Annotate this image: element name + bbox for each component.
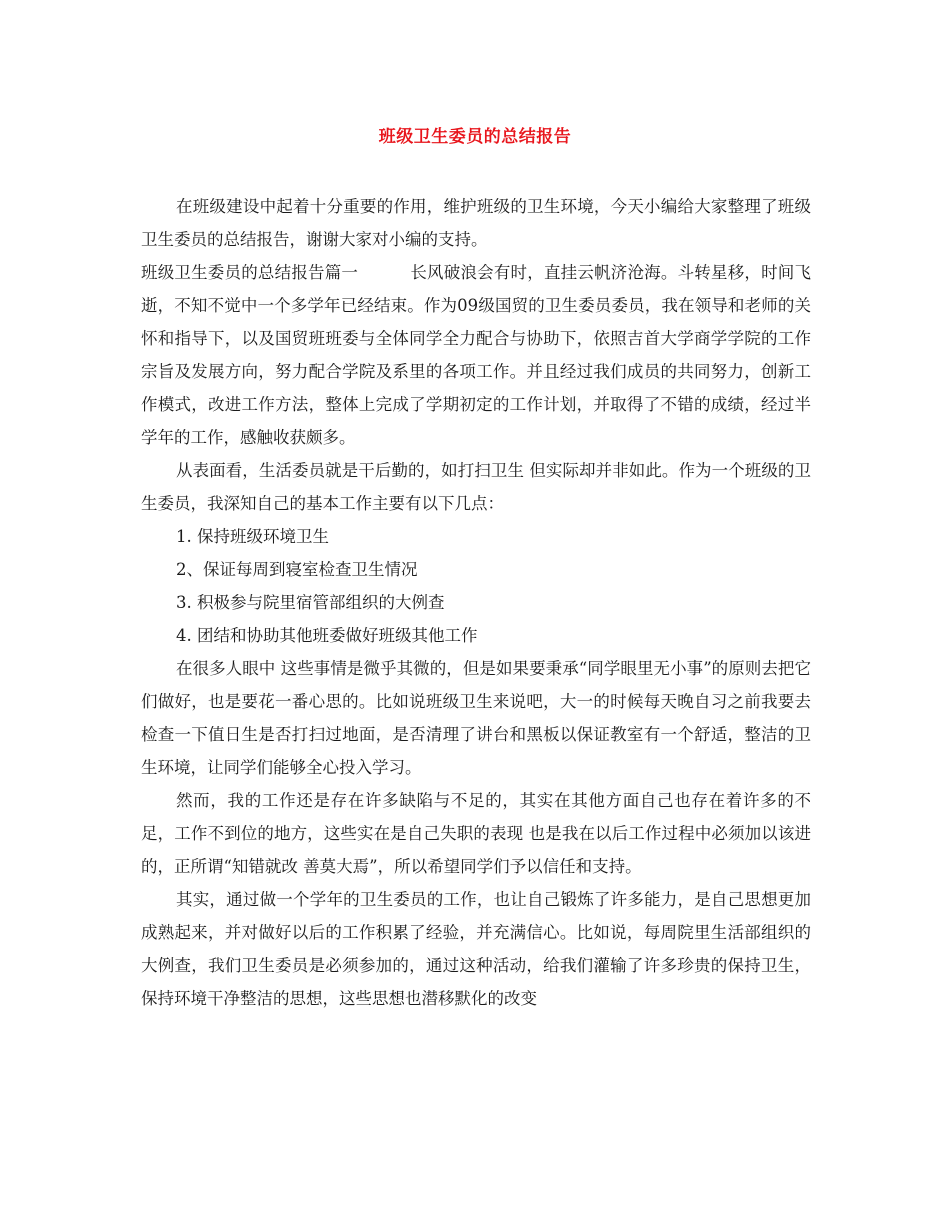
- paragraph-4: 然而，我的工作还是存在许多缺陷与不足的，其实在其他方面自己也存在着许多的不足，工作不到位的地方，这些实在是自己失职的表现 也是我在以后工作过程中必须加以该进的，正所谓“知错就改 善莫大焉”，所以希望同学们予以信任和支持。: [141, 791, 811, 876]
- paragraph-5: 其实，通过做一个学年的卫生委员的工作，也让自己锻炼了许多能力，是自己思想更加成熟起来，并对做好以后的工作积累了经验，并充满信心。比如说，每周院里生活部组织的大例查，我们卫生委员是必须参加的，通过这种活动，给我们灌输了许多珍贵的保持卫生，保持环境干净整洁的思想，这些思想也潜移默化的改变: [141, 890, 811, 1008]
- document-title: 班级卫生委员的总结报告: [378, 127, 572, 147]
- document-body: [141, 190, 811, 1015]
- intro-paragraph: 在班级建设中起着十分重要的作用，维护班级的卫生环境，今天小编给大家整理了班级卫生委员的总结报告，谢谢大家对小编的支持。: [141, 197, 811, 249]
- section-paragraph: [141, 256, 811, 454]
- list-item-3: 3. 积极参与院里宿管部组织的大例查: [176, 593, 445, 612]
- section-heading: 班级卫生委员的总结报告篇一: [141, 263, 359, 282]
- section-first-text: 长风破浪会有时，直挂云帆济沧海。斗转星移，时间飞逝，不知不觉中一个多学年已经结束。作为09级国贸的卫生委员委员，我在领导和老师的关怀和指导下，以及国贸班班委与全体同学全力配合与协助下，依照吉首大学商学学院的工作宗旨及发展方向，努力配合学院及系里的各项工作。并且经过我们成员的共同努力，创新工作模式，改进工作方法，整体上完成了学期初定的工作计划，并取得了不错的成绩，经过半学年的工作，感触收获颇多。: [141, 263, 812, 447]
- list-item-4: 4. 团结和协助其他班委做好班级其他工作: [176, 626, 478, 645]
- paragraph-2: 从表面看，生活委员就是干后勤的，如打扫卫生 但实际却并非如此。作为一个班级的卫生委员，我深知自己的基本工作主要有以下几点：: [141, 461, 811, 513]
- list-item-1: 1. 保持班级环境卫生: [176, 527, 329, 546]
- paragraph-3: 在很多人眼中 这些事情是微乎其微的，但是如果要秉承“同学眼里无小事”的原则去把它们做好，也是要花一番心思的。比如说班级卫生来说吧，大一的时候每天晚自习之前我要去检查一下值日生是否打扫过地面，是否清理了讲台和黑板以保证教室有一个舒适，整洁的卫生环境，让同学们能够全心投入学习。: [141, 659, 811, 777]
- list-item-2: 2、保证每周到寝室检查卫生情况: [176, 560, 418, 579]
